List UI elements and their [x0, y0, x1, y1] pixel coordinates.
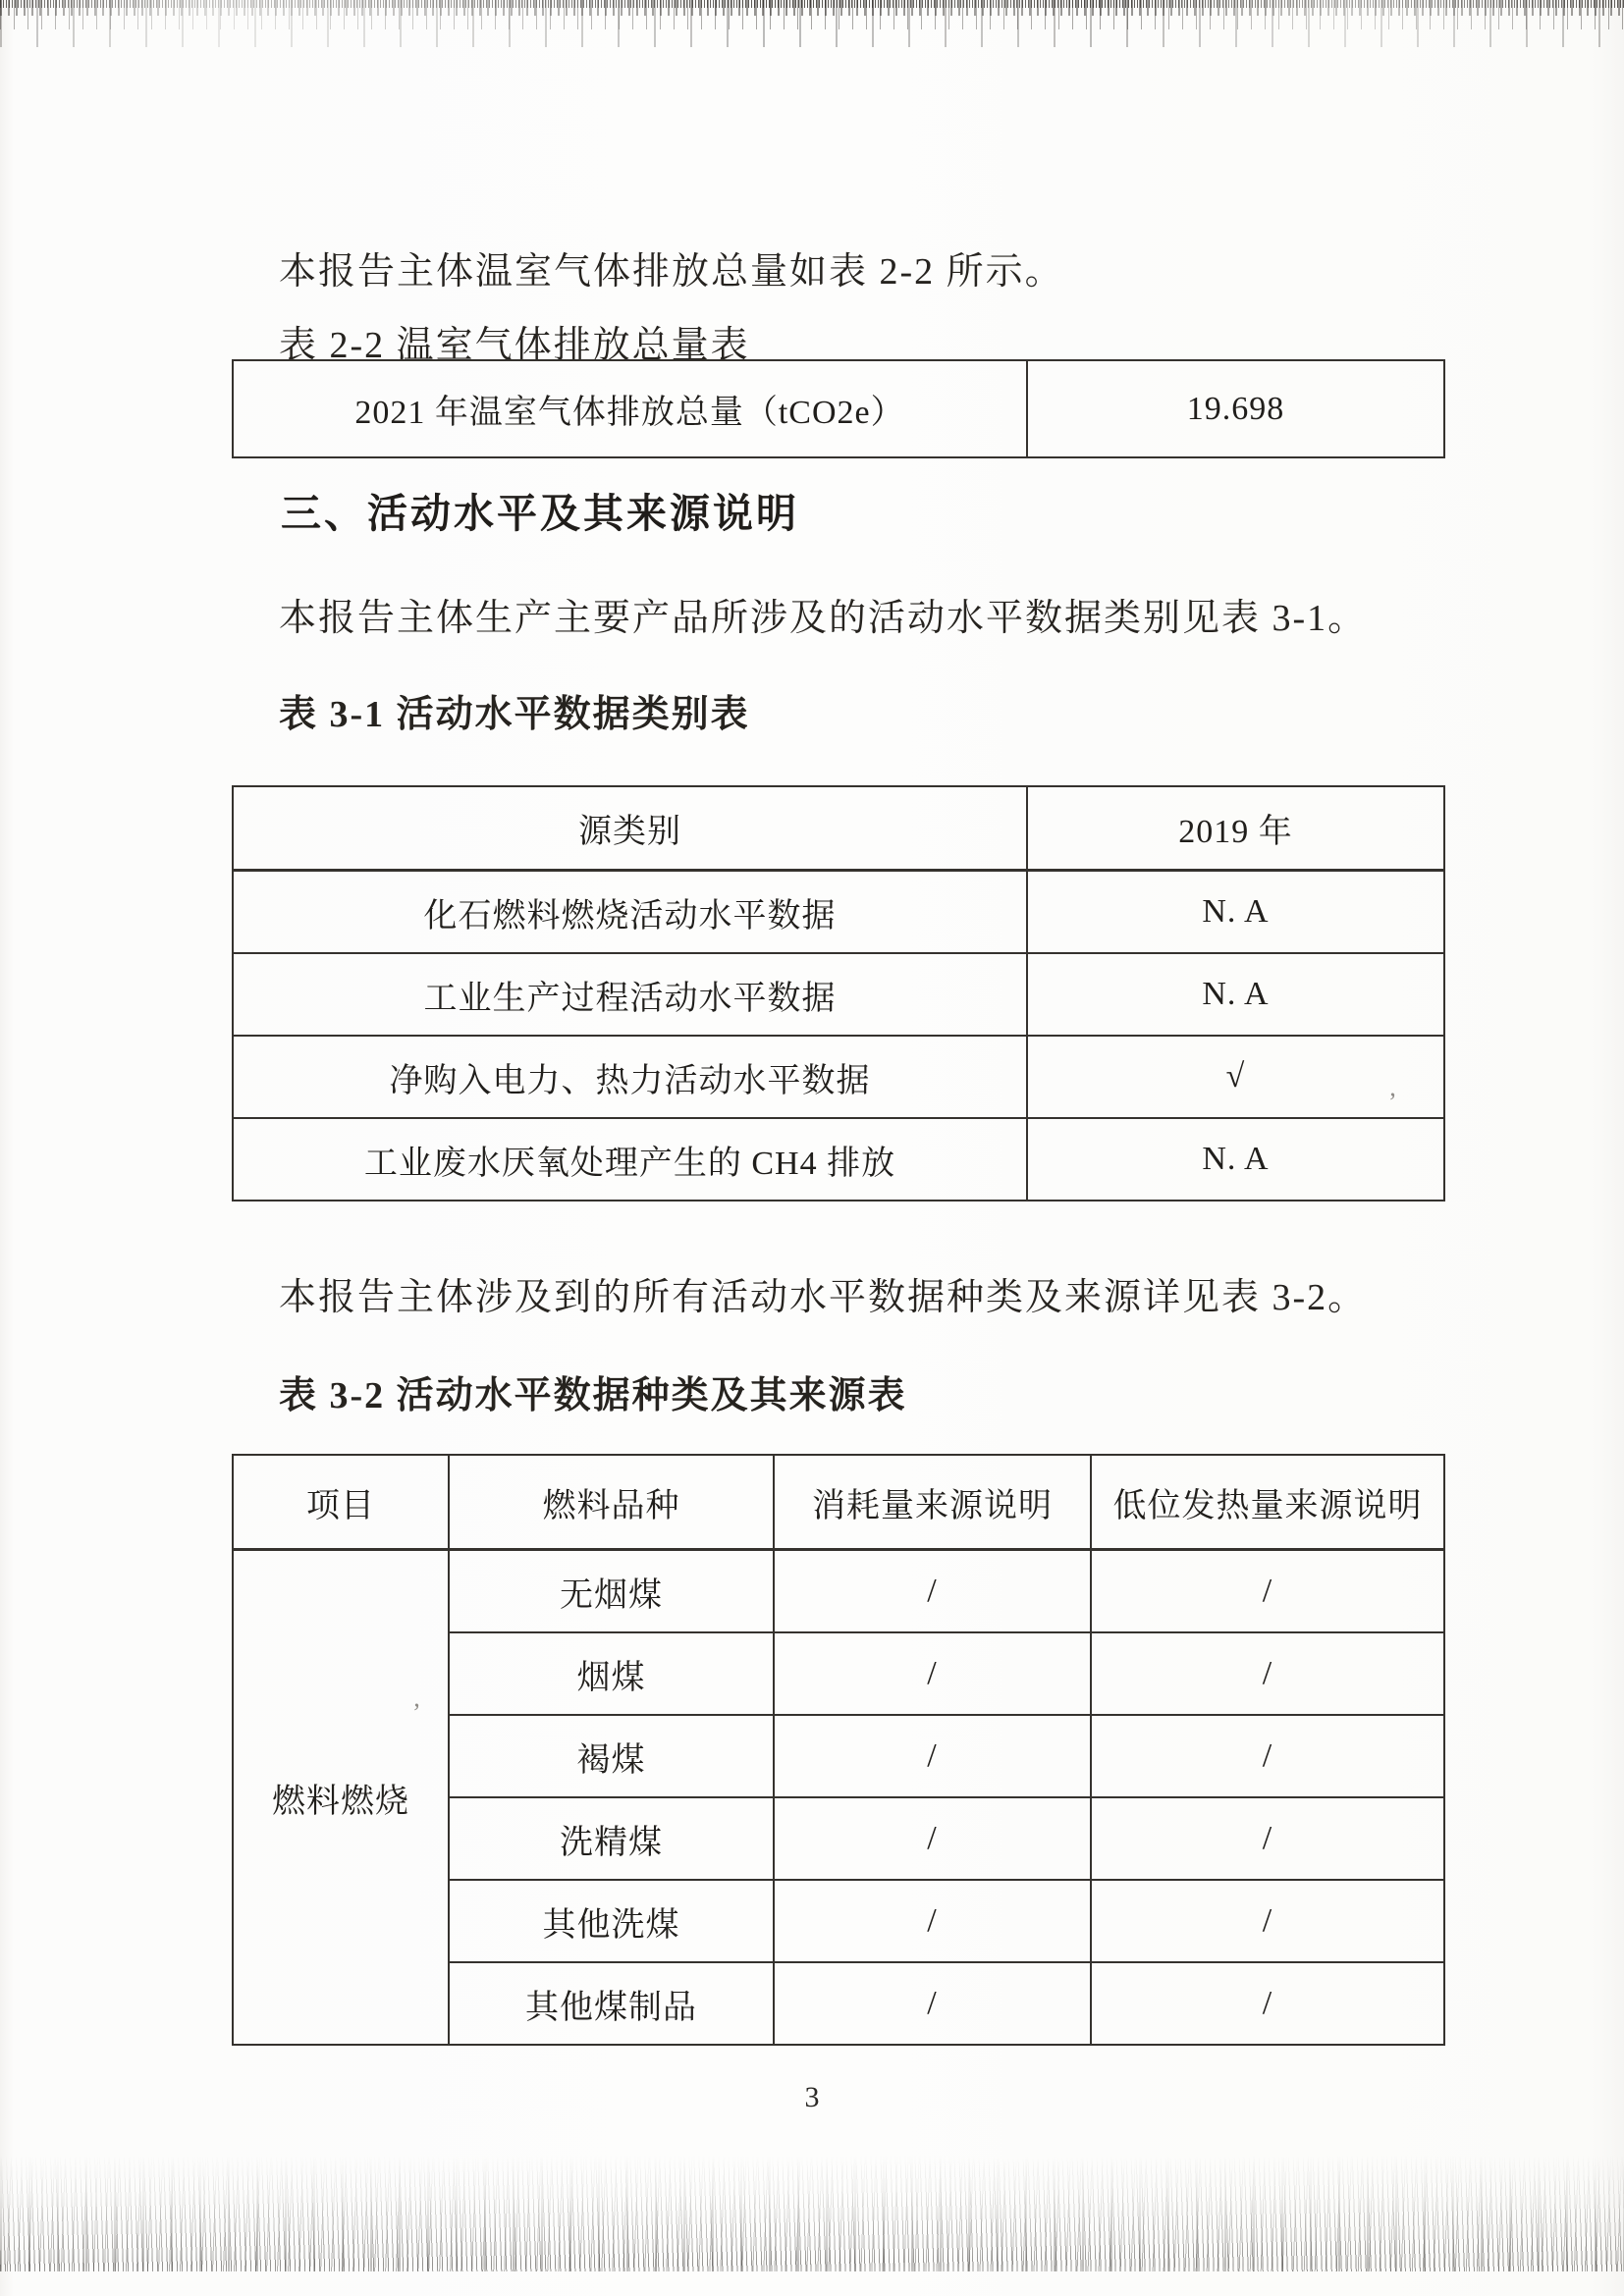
fuel-type-cell: 褐煤 [449, 1715, 774, 1797]
col-header-consumption-source: 消耗量来源说明 [774, 1455, 1091, 1550]
col-header-heating-value-source: 低位发热量来源说明 [1091, 1455, 1444, 1550]
heating-value-cell: / [1091, 1880, 1444, 1962]
row-value: N. A [1027, 953, 1444, 1036]
caption-table-2-2: 表 2-2 温室气体排放总量表 [279, 325, 750, 366]
fuel-type-cell: 烟煤 [449, 1632, 774, 1715]
row-label: 工业生产过程活动水平数据 [233, 953, 1027, 1036]
col-header-year: 2019 年 [1027, 786, 1444, 871]
paragraph-activity-sources: 本报告主体涉及到的所有活动水平数据种类及来源详见表 3-2。 [279, 1277, 1368, 1318]
table-row [233, 871, 1444, 954]
consumption-cell: / [774, 1632, 1091, 1715]
heating-value-cell: / [1091, 1550, 1444, 1633]
consumption-cell: / [774, 1962, 1091, 2045]
row-value: N. A [1027, 871, 1444, 954]
col-header-item: 项目 [233, 1455, 449, 1550]
scan-noise-top [0, 0, 1624, 47]
col-header-source-category: 源类别 [233, 786, 1027, 871]
group-cell-fuel-combustion: 燃料燃烧 [233, 1550, 449, 2046]
row-label: 工业废水厌氧处理产生的 CH4 排放 [233, 1118, 1027, 1201]
table-row [233, 1036, 1444, 1118]
table-row [233, 1550, 1444, 1633]
row-value-checkmark: √ [1027, 1036, 1444, 1118]
fuel-type-cell: 无烟煤 [449, 1550, 774, 1633]
paragraph-emission-total: 本报告主体温室气体排放总量如表 2-2 所示。 [279, 251, 1064, 293]
row-label: 净购入电力、热力活动水平数据 [233, 1036, 1027, 1118]
consumption-cell: / [774, 1550, 1091, 1633]
table-header-row [233, 786, 1444, 871]
heating-value-cell: / [1091, 1715, 1444, 1797]
col-header-fuel-type: 燃料品种 [449, 1455, 774, 1550]
fuel-type-cell: 其他煤制品 [449, 1962, 774, 2045]
table-2-2-emission-total [232, 359, 1445, 458]
heating-value-cell: / [1091, 1797, 1444, 1880]
table-3-1-activity-categories [232, 785, 1445, 1201]
fuel-type-cell: 洗精煤 [449, 1797, 774, 1880]
paragraph-activity-categories: 本报告主体生产主要产品所涉及的活动水平数据类别见表 3-1。 [279, 598, 1368, 639]
scan-speck: ’ [412, 1698, 421, 1727]
consumption-cell: / [774, 1715, 1091, 1797]
section-heading-3: 三、活动水平及其来源说明 [281, 491, 799, 536]
scan-noise-bottom [0, 2156, 1624, 2271]
row-label: 化石燃料燃烧活动水平数据 [233, 871, 1027, 954]
emission-total-label: 2021 年温室气体排放总量（tCO2e） [233, 360, 1027, 457]
fuel-type-cell: 其他洗煤 [449, 1880, 774, 1962]
consumption-cell: / [774, 1880, 1091, 1962]
caption-table-3-1: 表 3-1 活动水平数据类别表 [279, 694, 750, 735]
table-header-row [233, 1455, 1444, 1550]
table-row [233, 1118, 1444, 1201]
heating-value-cell: / [1091, 1632, 1444, 1715]
row-value: N. A [1027, 1118, 1444, 1201]
page-number: 3 [804, 2081, 820, 2113]
emission-total-value: 19.698 [1027, 360, 1444, 457]
heating-value-cell: / [1091, 1962, 1444, 2045]
table-row [233, 360, 1444, 457]
caption-table-3-2: 表 3-2 活动水平数据种类及其来源表 [279, 1375, 907, 1416]
table-3-2-activity-sources [232, 1454, 1445, 2046]
consumption-cell: / [774, 1797, 1091, 1880]
scan-speck: ’ [1388, 1088, 1397, 1116]
table-row [233, 953, 1444, 1036]
